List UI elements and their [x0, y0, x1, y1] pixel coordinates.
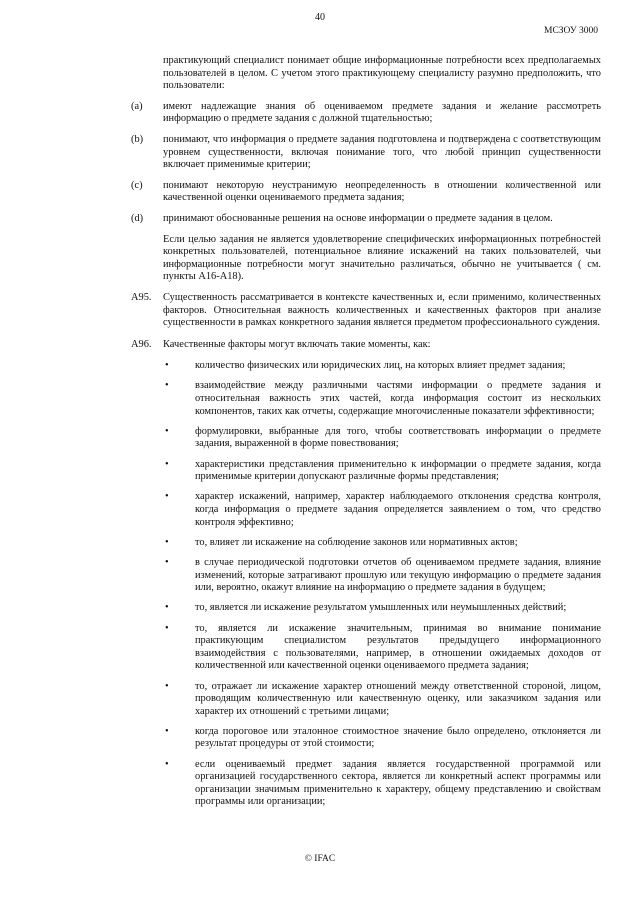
list-marker: (a) [131, 100, 143, 112]
list-marker: (d) [131, 212, 144, 224]
bullet-item [163, 726, 601, 751]
bullet-icon: • [165, 680, 169, 692]
bullet-item [163, 623, 601, 673]
page-body [131, 55, 601, 817]
bullet-text: если оцениваемый предмет задания является государственной программой или организацией государственного сектора, является ли конкретный аспект программы или организации значимым применительно к характеру, общему представлению и свойствам программы или организации; [195, 758, 601, 808]
list-item-text: имеют надлежащие знания об оцениваемом предмете задания и желание рассмотреть информацию о предмете задания с должной тщательностью; [163, 100, 601, 125]
bullet-text: то, влияет ли искажение на соблюдение законов или нормативных актов; [195, 536, 518, 548]
qualitative-factors-list [163, 360, 601, 809]
paragraph-text: Существенность рассматривается в контексте качественных и, если применимо, количественных факторов. Относительная важность количественных и качественных факторов при анализе существенности в рамках конкретного задания является предметом профессионального суждения. [163, 291, 601, 329]
intro-paragraph: практикующий специалист понимает общие информационные потребности всех предполагаемых пользователей в целом. С учетом этого практикующему специалисту разумно предположить, что пользователи: [163, 55, 601, 92]
bullet-icon: • [165, 360, 169, 372]
bullet-text: характеристики представления применительно к информации о предмете задания, когда применимые критерии допускают различные формы представления; [195, 458, 601, 483]
bullet-icon: • [165, 622, 169, 634]
bullet-text: в случае периодической подготовки отчетов об оцениваемом предмете задания, влияние изменений, которые затрагивают прошлую или текущую информацию о предмете задания или, вероятно, окажут влияние на информацию о предмете задания в будущем; [195, 556, 601, 594]
page-number: 40 [315, 12, 325, 23]
bullet-icon: • [165, 425, 169, 437]
bullet-item [163, 537, 601, 550]
bullet-text: количество физических или юридических лиц, на которых влияет предмет задания; [195, 360, 566, 372]
bullet-icon: • [165, 491, 169, 503]
bullet-item [163, 459, 601, 484]
assumptions-list [131, 101, 601, 226]
copyright-footer: © IFAC [304, 854, 336, 864]
closing-paragraph: Если целью задания не является удовлетворение специфических информационных потребностей конкретных пользователей, потенциальное влияние искажений на таких пользователей, чьи информационные потребности могут значительно различаться, обычно не учитывается ( см. пункты А16-А18). [163, 233, 601, 283]
bullet-item [163, 380, 601, 418]
bullet-text: формулировки, выбранные для того, чтобы соответствовать информации о предмете задания, выраженной в форме повествования; [195, 425, 601, 450]
bullet-item [163, 602, 601, 615]
list-item [131, 180, 601, 205]
paragraph-number: A96. [131, 338, 152, 350]
bullet-item [163, 491, 601, 529]
bullet-icon: • [165, 602, 169, 614]
bullet-text: то, является ли искажение результатом умышленных или неумышленных действий; [195, 602, 567, 614]
paragraph-number: A95. [131, 291, 152, 303]
bullet-text: когда пороговое или эталонное стоимостное значение было определено, отклоняется ли результат процедуры от этой стоимости; [195, 725, 601, 750]
list-item [131, 213, 601, 226]
list-item-text: понимают некоторую неустранимую неопределенность в отношении количественной или качественной оценки оцениваемого предмета задания; [163, 179, 601, 204]
bullet-item [163, 681, 601, 719]
bullet-icon: • [165, 725, 169, 737]
list-item-text: понимают, что информация о предмете задания подготовлена и подтверждена с соответствующим уровнем существенности, включая понимание того, что любой принцип существенности включает применимые критерии; [163, 133, 601, 171]
paragraph-a96 [131, 339, 601, 352]
list-item [131, 101, 601, 126]
list-marker: (b) [131, 133, 144, 145]
bullet-item [163, 759, 601, 809]
bullet-icon: • [165, 758, 169, 770]
bullet-item [163, 426, 601, 451]
bullet-text: то, является ли искажение значительным, принимая во внимание понимание практикующим специалистом результатов предыдущего информационного взаимодействия с пользователями, например, в отношении ожидаемых доходов от количественной или качественной оценки оцениваемого предмета задания; [195, 622, 601, 672]
bullet-icon: • [165, 458, 169, 470]
paragraph-text: Качественные факторы могут включать такие моменты, как: [163, 338, 431, 350]
paragraph-a95 [131, 292, 601, 330]
bullet-icon: • [165, 536, 169, 548]
list-item-text: принимают обоснованные решения на основе информации о предмете задания в целом. [163, 212, 553, 224]
bullet-text: взаимодействие между различными частями информации о предмете задания и относительная важность этих частей, когда информация состоит из нескольких компонентов, таких как отчеты, содержащие многочисленные показатели эффективности; [195, 380, 601, 417]
bullet-text: то, отражает ли искажение характер отношений между ответственной стороной, лицом, проводящим количественную или качественную оценку, или заказчиком задания или характер их отношений с третьими лицами; [195, 680, 601, 717]
bullet-icon: • [165, 380, 169, 392]
bullet-item [163, 557, 601, 595]
bullet-item [163, 360, 601, 373]
bullet-text: характер искажений, например, характер наблюдаемого отклонения средства контроля, когда информация о предмете задания определяется заявлением о том, что средство контроля эффективно; [195, 491, 601, 528]
list-marker: (c) [131, 179, 143, 191]
list-item [131, 134, 601, 172]
document-code: МСЗОУ 3000 [544, 26, 598, 36]
bullet-icon: • [165, 556, 169, 568]
